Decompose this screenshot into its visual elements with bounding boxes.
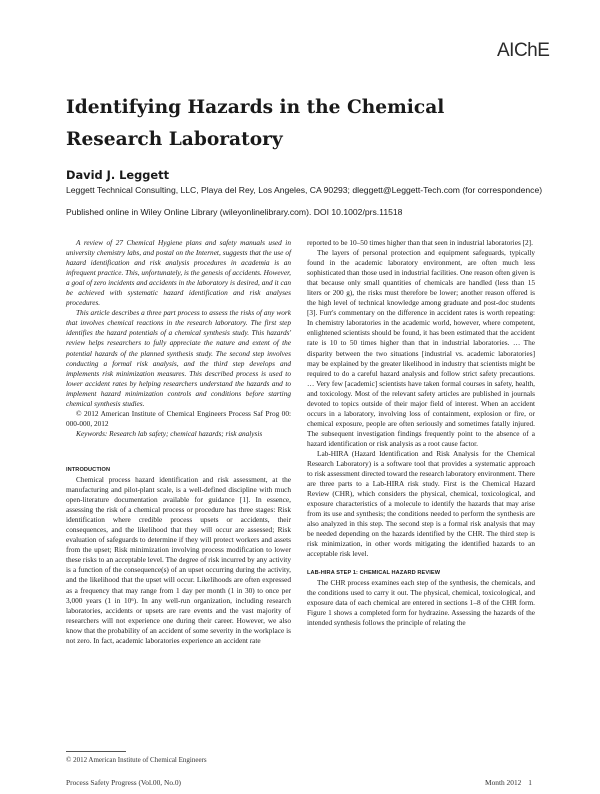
page-number: 1	[528, 778, 532, 787]
right-column	[307, 238, 535, 628]
abstract	[66, 238, 291, 439]
abstract-paragraph: A review of 27 Chemical Hygiene plans and safety manuals used in university chemistry labs, and postal on the Internet, suggests that the use of hazard identification and risk analysis procedures in academia is an infrequent practice. This, unfortunately, is the genesis of accidents. However, a goal of zero incidents and accidents in the laboratory is desired, and it can be achieved with systematic hazard identification and risk analyses procedures.	[66, 238, 291, 308]
author-affiliation: Leggett Technical Consulting, LLC, Playa del Rey, Los Angeles, CA 90293; dleggett@Leggett-Tech.com (for correspondence)	[66, 185, 543, 195]
publication-info: Published online in Wiley Online Library (wileyonlinelibrary.com). DOI 10.1002/prs.11518	[66, 207, 403, 217]
aiche-logo: AIChE	[497, 40, 550, 61]
body-paragraph: The CHR process examines each step of the synthesis, the chemicals, and the conditions used to carry it out. The physical, chemical, toxicological, and exposure data of each chemical are entered in sections 1–8 of the CHR form. Figure 1 shows a completed form for hydrazine. Assessing the hazards of the intended synthesis follows the principle of relating the	[307, 577, 535, 627]
issue-date: Month 2012	[485, 778, 522, 787]
body-paragraph: reported to be 10–50 times higher than that seen in industrial laboratories [2].	[307, 238, 533, 247]
abstract-copyright: © 2012 American Institute of Chemical Engineers Process Saf Prog 00: 000-000, 2012	[66, 408, 291, 428]
abstract-paragraph: This article describes a three part process to assess the risks of any work that involves chemical reactions in the research laboratory. The first step identifies the hazard potentials of a chemical synthesis study. This hazards' review helps researchers to fully appreciate the nature and extent of the potential hazards of the planned synthesis study. The second step involves conducting a formal risk analysis, and the third step develops and implements risk minimization measures. This described process is used to lower accident rates by helping researchers understand the hazards and to implement hazard minimization controls and conditions before starting chemical synthesis studies.	[66, 308, 291, 408]
keywords: Keywords: Research lab safety; chemical hazards; risk analysis	[76, 428, 263, 438]
article-title: Identifying Hazards in the Chemical Research Laboratory	[66, 97, 445, 150]
journal-name: Process Safety Progress (Vol.00, No.0)	[66, 778, 182, 787]
body-paragraph: Lab-HIRA (Hazard Identification and Risk Analysis for the Chemical Research Laboratory) is a software tool that provides a systematic approach to risk assessment directed toward the research laboratory environment. There are three parts to a Lab-HIRA risk study. First is the Chemical Hazard Review (CHR), which considers the physical, chemical, toxicological, and exposure characteristics of a molecule to identify the hazards that may arise from its use and synthesis; the conditions needed to perform the synthesis are also analyzed in this step. The second step is a formal risk analysis that may be needed depending on the hazards identified by the CHR. The third step is risk minimization, in other words mitigating the identified hazards to an acceptable risk level.	[307, 448, 536, 559]
section-heading-introduction: INTRODUCTION	[66, 466, 111, 473]
footer-date-page	[485, 778, 532, 787]
author-name: David J. Leggett	[66, 168, 170, 182]
body-paragraph: The layers of personal protection and equipment safeguards, typically found in the academic laboratory environment, are often much less sophisticated than those used in industrial facilities. One reason often given is that because only small quantities of chemicals are handled (less than 15 liters or 200 g), the risks must therefore be lower; another reason offered is the high level of technical knowledge among graduate and post-doc students [3]. Furr's commentary on the difference in accident rates is worth repeating: In chemistry laboratories in the academic world, however, where competent, enlightened scientists should be found, it has been estimated that the accident rate is 10 to 50 times higher than that in industrial laboratories. … The disparity between the two situations [industrial vs. academic laboratories] may be explained by the greater likelihood in industry that scientists might be required to do a careful hazard analysis and follow strict safety precautions. … Very few [academic] scientists have taken formal courses in safety, health, and toxicology. Most of the relevant safety articles are published in journals devoted to topics outside of their major field of interest. When an accident occurs in a laboratory, involving loss of containment, explosion or fire, or chemical exposure, people are often seriously and sometimes fatally injured. The subsequent investigation findings frequently point to the absence of a hazard identification or risk analysis as a root cause factor.	[307, 248, 535, 448]
left-column	[66, 238, 291, 646]
body-paragraph: Chemical process hazard identification and risk assessment, at the manufacturing and pilot-plant scale, is a well-defined discipline with much open-literature documentation available for guidance [1]. In essence, assessing the risk of a chemical process or procedure has three stages: Risk identification where credible process upsets or accidents, their consequences, and the likelihood that they will occur are assessed; Risk evaluation of safeguards to determine if they will protect workers and assets from the upset; Risk minimization involving process modification to lower these risks to an acceptable level. The degree of risk incurred by any activity is a function of the consequence(s) of an upset occurring during the activity, and the likelihood that the upset will occur. Likelihoods are often expressed as a frequency that may range from 1 day per month (1 in 30) to once per 3,000 years (1 in 10⁶). In any well-run organization, including research laboratories, accidents or upsets are rare events and the vast majority of researchers will not experience one during their career. However, we also know that the probability of an accident of some severity in the workplace is not zero. In fact, academic laboratories experience an accident rate	[66, 474, 291, 645]
footer-copyright: © 2012 American Institute of Chemical Engineers	[66, 756, 207, 764]
footnote-rule	[66, 751, 126, 752]
section-heading-step1: LAB-HIRA STEP 1: CHEMICAL HAZARD REVIEW	[307, 569, 441, 576]
